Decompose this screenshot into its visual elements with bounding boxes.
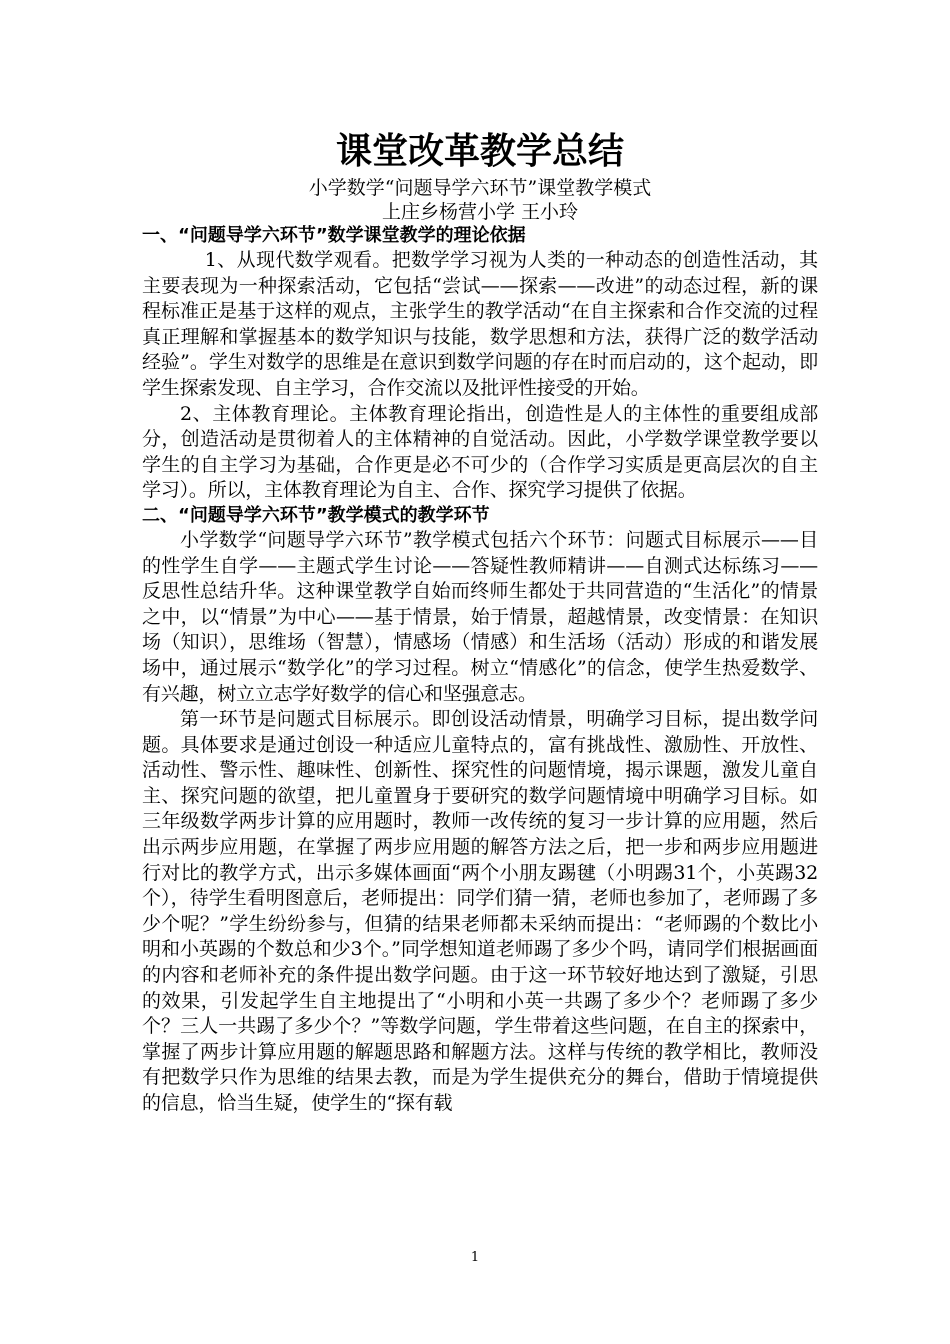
document-body: [142, 128, 818, 1117]
document-author: 上庄乡杨营小学 王小玲: [381, 201, 579, 223]
document-subtitle: 小学数学“问题导学六环节”课堂教学模式: [308, 177, 652, 199]
page-number: 1: [470, 1250, 480, 1265]
paragraph: 2、主体教育理论。主体教育理论指出，创造性是人的主体性的重要组成部分，创造活动是贯彻着人的主体精神的自觉活动。因此，小学数学课堂教学要以学生的自主学习为基础，合作更是必不可少的（合作学习实质是更高层次的自主学习）。所以，主体教育理论为自主、合作、探究学习提供了依据。: [142, 402, 818, 502]
paragraph: 小学数学“问题导学六环节”教学模式包括六个环节：问题式目标展示——目的性学生自学——主题式学生讨论——答疑性教师精讲——自测式达标练习——反思性总结升华。这种课堂教学自始而终师生都处于共同营造的“生活化”的情景之中，以“情景”为中心——基于情景，始于情景，超越情景，改变情景：在知识场（知识），思维场（智慧），情感场（情感）和生活场（活动）形成的和谐发展场中，通过展示“数学化”的学习过程。树立“情感化”的信念，使学生热爱数学、有兴趣，树立立志学好数学的信心和坚强意志。: [142, 528, 818, 705]
section-heading-1: 一、“问题导学六环节”数学课堂教学的理论依据: [142, 225, 526, 246]
section-heading-2: 二、“问题导学六环节”教学模式的教学环节: [142, 504, 490, 526]
paragraph: 第一环节是问题式目标展示。即创设活动情景，明确学习目标，提出数学问题。具体要求是通过创设一种适应儿童特点的，富有挑战性、激励性、开放性、活动性、警示性、趣味性、创新性、探究性的问题情境，揭示课题，激发儿童自主、探究问题的欲望，把儿童置身于要研究的数学问题情境中明确学习目标。如三年级数学两步计算的应用题时，教师一改传统的复习一步计算的应用题，然后出示两步应用题，在掌握了两步应用题的解答方法之后，把一步和两步应用题进行对比的教学方式，出示多媒体画面“两个小朋友踢毽（小明踢31个，小英踢32个），待学生看明图意后，老师提出：同学们猜一猜，老师也参加了，老师踢了多少个呢？”学生纷纷参与，但猜的结果老师都未采纳而提出：“老师踢的个数比小明和小英踢的个数总和少3个。”同学想知道老师踢了多少个吗，请同学们根据画面的内容和老师补充的条件提出数学问题。由于这一环节较好地达到了激疑，引思的效果，引发起学生自主地提出了“小明和小英一共踢了多少个？老师踢了多少个？三人一共踢了多少个？”等数学问题，学生带着这些问题，在自主的探索中，掌握了两步计算应用题的解题思路和解题方法。这样与传统的教学相比，教师没有把数学只作为思维的结果去教，而是为学生提供充分的舞台，借助于情境提供的信息，恰当生疑，使学生的“探有载: [142, 708, 818, 1114]
paragraph: 1、从现代数学观看。把数学学习视为人类的一种动态的创造性活动，其主要表现为一种探索活动，它包括“尝试——探索——改进”的动态过程，新的课程标准正是基于这样的观点，主张学生的教学活动“在自主探索和合作交流的过程真正理解和掌握基本的数学知识与技能，数学思想和方法，获得广泛的数学活动经验”。学生对数学的思维是在意识到数学问题的存在时而启动的，这个起动，即学生探索发现、自主学习，合作交流以及批评性接受的开始。: [142, 249, 818, 399]
document-title: 课堂改革教学总结: [335, 131, 624, 172]
